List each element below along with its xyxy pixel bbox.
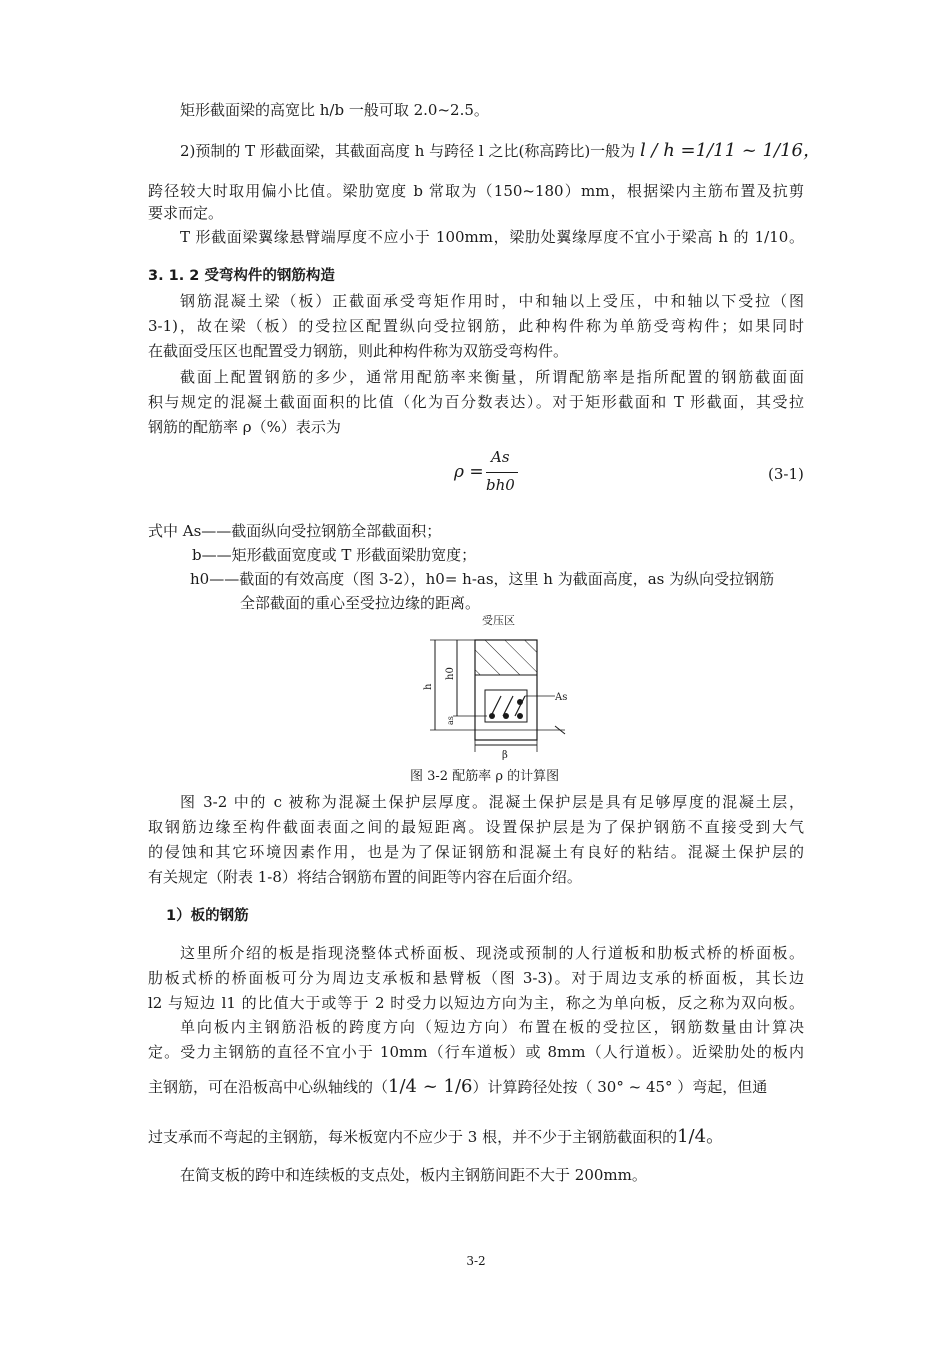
text-line: 的侵蚀和其它环境因素作用，也是为了保证钢筋和混凝土有良好的粘结。混凝土保护层的 bbox=[148, 843, 804, 861]
text-line: 取钢筋边缘至构件截面表面之间的最短距离。设置保护层是为了保护钢筋不直接受到大气 bbox=[148, 818, 804, 836]
compression-zone-hatch bbox=[475, 640, 537, 675]
text-line: l2 与短边 l1 的比值大于或等于 2 时受力以短边方向为主，称之为单向板，反之称为双向板。 bbox=[148, 994, 804, 1012]
formula-numerator: As bbox=[491, 448, 510, 466]
formula-lhs: ρ = bbox=[454, 462, 484, 482]
text-line: 式中 As——截面纵向受拉钢筋全部截面积； bbox=[148, 522, 442, 540]
text-line: 钢筋混凝土梁（板）正截面承受弯矩作用时，中和轴以上受压，中和轴以下受拉（图 bbox=[180, 292, 804, 310]
text-span: 主钢筋，可在沿板高中心纵轴线的（ bbox=[148, 1078, 389, 1096]
page-number: 3-2 bbox=[466, 1254, 486, 1268]
text-span: 过支承而不弯起的主钢筋，每米板宽内不应少于 3 根，并不少于主钢筋截面积的 bbox=[148, 1128, 678, 1146]
compression-zone-label: 受压区 bbox=[482, 614, 515, 627]
section-heading: 1）板的钢筋 bbox=[166, 908, 249, 924]
text-line: T 形截面梁翼缘悬臂端厚度不应小于 100mm，梁肋处翼缘厚度不宜小于梁高 h 的 1/10。 bbox=[180, 228, 804, 246]
rebar-hatch bbox=[491, 696, 525, 716]
text-line: 单向板内主钢筋沿板的跨度方向（短边方向）布置在板的受拉区，钢筋数量由计算决 bbox=[180, 1018, 804, 1036]
text-line bbox=[148, 1126, 724, 1148]
text-line: 跨径较大时取用偏小比值。梁肋宽度 b 常取为（150~180）mm，根据梁内主筋布置及抗剪 bbox=[148, 182, 804, 200]
b-label: β bbox=[502, 750, 508, 760]
text-line: b——矩形截面宽度或 T 形截面梁肋宽度； bbox=[192, 546, 477, 564]
fraction-value: 1/4。 bbox=[677, 1126, 725, 1147]
fraction-range: 1/4 ~ 1/6 bbox=[388, 1076, 473, 1097]
text-line: 图 3-2 中的 c 被称为混凝土保护层厚度。混凝土保护层是具有足够厚度的混凝土层， bbox=[180, 793, 804, 811]
text-span: 2)预制的 T 形截面梁，其截面高度 h 与跨径 l 之比(称高跨比)一般为 bbox=[180, 142, 640, 160]
text-line: 在简支板的跨中和连续板的支点处，板内主钢筋间距不大于 200mm。 bbox=[180, 1166, 647, 1184]
As-label: As bbox=[555, 692, 568, 703]
equation-number: (3-1) bbox=[768, 465, 804, 483]
text-line: h0——截面的有效高度（图 3-2），h0= h-as，这里 h 为截面高度，as 为纵向受拉钢筋 bbox=[190, 570, 775, 588]
text-line: 要求而定。 bbox=[148, 204, 224, 222]
as-label: as bbox=[446, 716, 455, 725]
formula-denominator: bh0 bbox=[486, 476, 515, 494]
ratio-formula: l / h =1/11 ~ 1/16， bbox=[639, 140, 821, 161]
text-line: 定。受力主钢筋的直径不宜小于 10mm（行车道板）或 8mm（人行道板）。近梁肋处的板内 bbox=[148, 1043, 804, 1061]
h-label: h bbox=[423, 683, 434, 690]
text-line bbox=[180, 140, 821, 162]
text-line: 3-1)，故在梁（板）的受拉区配置纵向受拉钢筋，此种构件称为单筋受弯构件；如果同时 bbox=[148, 317, 804, 335]
text-line bbox=[148, 1076, 767, 1098]
text-span: ）计算跨径处按（ 30° ~ 45° ）弯起，但通 bbox=[472, 1078, 768, 1096]
text-line: 钢筋的配筋率 ρ（%）表示为 bbox=[148, 418, 341, 436]
text-line: 积与规定的混凝土截面面积的比值（化为百分数表达）。对于矩形截面和 T 形截面，其受拉 bbox=[148, 393, 804, 411]
section-heading: 3. 1. 2 受弯构件的钢筋构造 bbox=[148, 268, 335, 284]
text-line: 矩形截面梁的高宽比 h/b 一般可取 2.0~2.5。 bbox=[180, 101, 489, 119]
text-line: 在截面受压区也配置受力钢筋，则此种构件称为双筋受弯构件。 bbox=[148, 342, 569, 360]
reinforcement-ratio-figure bbox=[415, 610, 575, 760]
figure-caption: 图 3-2 配筋率 ρ 的计算图 bbox=[410, 769, 560, 784]
h0-label: h0 bbox=[445, 667, 456, 680]
text-line: 截面上配置钢筋的多少，通常用配筋率来衡量，所谓配筋率是指所配置的钢筋截面面 bbox=[180, 368, 804, 386]
text-line: 有关规定（附表 1-8）将结合钢筋布置的间距等内容在后面介绍。 bbox=[148, 868, 582, 886]
text-line: 这里所介绍的板是指现浇整体式桥面板、现浇或预制的人行道板和肋板式桥的桥面板。 bbox=[180, 944, 804, 962]
text-line: 肋板式桥的桥面板可分为周边支承板和悬臂板（图 3-3)。对于周边支承的桥面板，其长边 bbox=[148, 969, 804, 987]
fraction-bar bbox=[486, 472, 518, 473]
text-line: 全部截面的重心至受拉边缘的距离。 bbox=[240, 594, 481, 612]
